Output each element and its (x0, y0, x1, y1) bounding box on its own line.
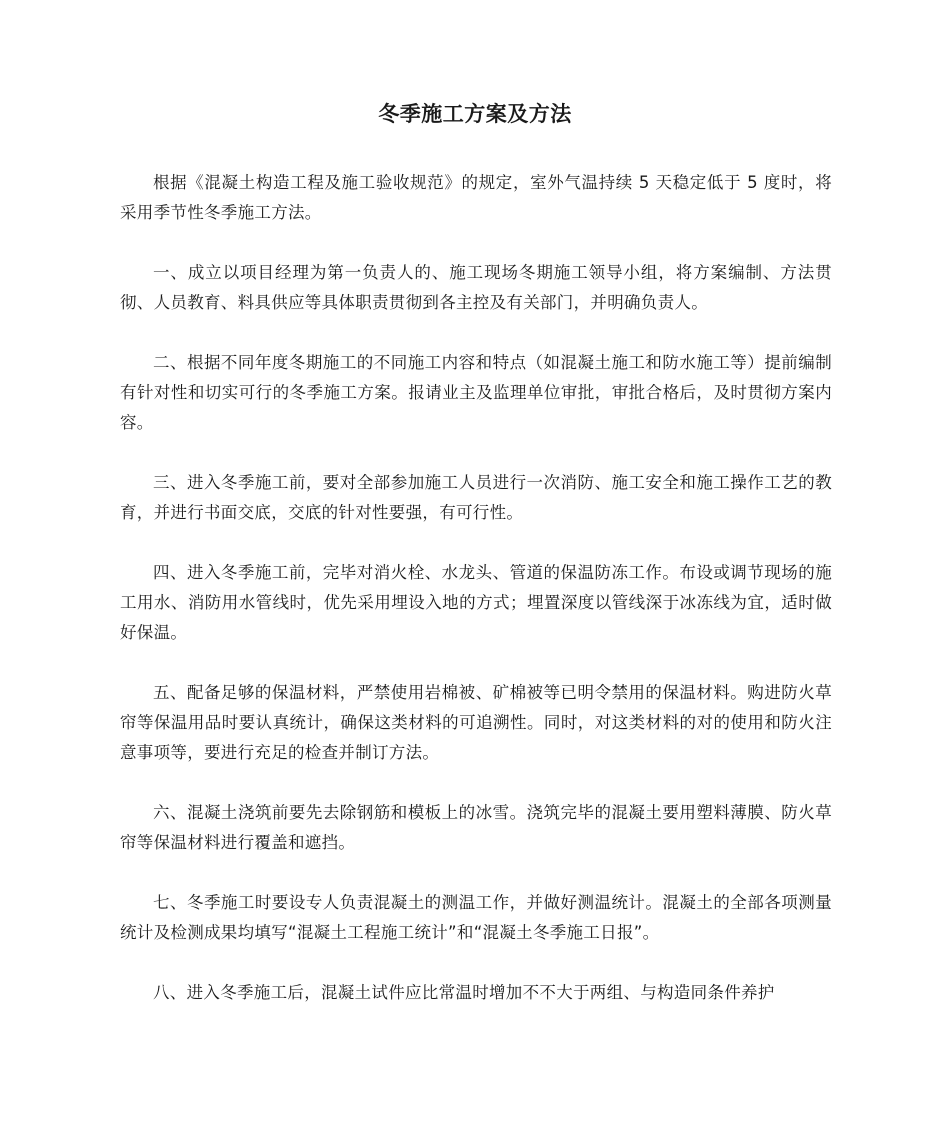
paragraph-item-1: 一、成立以项目经理为第一负责人的、施工现场冬期施工领导小组，将方案编制、方法贯彻、人员教育、料具供应等具体职责贯彻到各主控及有关部门，并明确负责人。 (120, 263, 832, 312)
paragraph-item-4: 四、进入冬季施工前，完毕对消火栓、水龙头、管道的保温防冻工作。布设或调节现场的施工用水、消防用水管线时，优先采用埋设入地的方式；埋置深度以管线深于冰冻线为宜，适时做好保温。 (120, 563, 832, 642)
paragraph-item-6: 六、混凝土浇筑前要先去除钢筋和模板上的冰雪。浇筑完毕的混凝土要用塑料薄膜、防火草帘等保温材料进行覆盖和遮挡。 (120, 803, 832, 852)
document-title: 冬季施工方案及方法 (378, 102, 572, 126)
paragraph-item-7: 七、冬季施工时要设专人负责混凝土的测温工作，并做好测温统计。混凝土的全部各项测量统计及检测成果均填写“混凝土工程施工统计”和“混凝土冬季施工日报”。 (120, 893, 832, 942)
paragraph-item-2: 二、根据不同年度冬期施工的不同施工内容和特点（如混凝土施工和防水施工等）提前编制有针对性和切实可行的冬季施工方案。报请业主及监理单位审批，审批合格后，及时贯彻方案内容。 (120, 353, 832, 432)
paragraph-item-5: 五、配备足够的保温材料，严禁使用岩棉被、矿棉被等已明令禁用的保温材料。购进防火草帘等保温用品时要认真统计，确保这类材料的可追溯性。同时，对这类材料的对的使用和防火注意事项等，要进行充足的检查并制订方法。 (120, 683, 832, 762)
paragraph-intro: 根据《混凝土构造工程及施工验收规范》的规定，室外气温持续 5 天稳定低于 5 度时，将采用季节性冬季施工方法。 (120, 173, 832, 222)
document-body (120, 168, 832, 1038)
paragraph-item-8: 八、进入冬季施工后，混凝土试件应比常温时增加不不大于两组、与构造同条件养护 (153, 983, 775, 1002)
paragraph-item-3: 三、进入冬季施工前，要对全部参加施工人员进行一次消防、施工安全和施工操作工艺的教育，并进行书面交底，交底的针对性要强，有可行性。 (120, 473, 832, 522)
